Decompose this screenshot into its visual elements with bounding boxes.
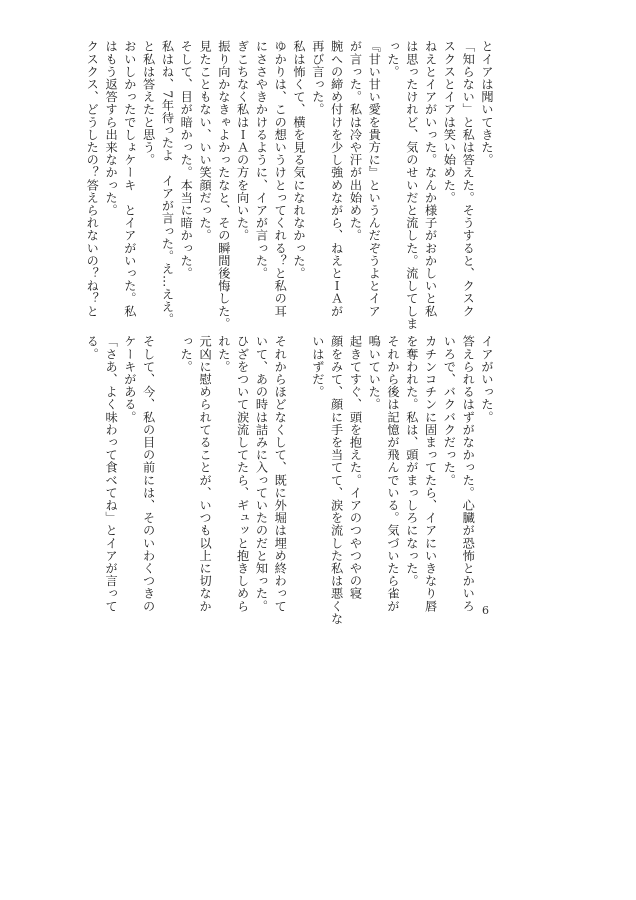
text-line: クスクス、どうしたの？答えられないの？ね？と [85,40,100,318]
text-block-bottom [82,335,496,625]
text-line: 元凶に慰められてることが、いつも以上に切なか [198,335,213,613]
text-line: ぎこちなく私はＩＡの方を向いた。 [235,40,250,242]
text-line: ゆかりは、この想いうけとってくれる？と私の耳 [273,40,288,318]
text-line: と私は答えたと思う。 [141,40,156,166]
text-line: そして、目が暗かった。本当に暗かった。 [179,40,194,280]
text-line: ひざをついて涙流してたら、ギュッと抱きしめら [235,335,250,613]
text-line: それから後は記憶が飛んでいる。気づいたら雀が [386,335,401,613]
text-line: ねえとイアがいった。なんか様子がおかしいと私 [423,40,438,318]
text-line: そして、今、私の目の前には、そのいわくつきの [141,335,156,613]
text-line: 「さあ、よく味わって食べてね」とイアが言って [104,335,119,613]
text-line: はもう返答すら出来なかった。 [104,40,119,217]
text-line: いはずだ。 [310,335,325,398]
text-line: 起きてすぐ、頭を抱えた。イアのつやつやの寝 [348,335,363,600]
text-line: スクスとイアは笑い始めた。 [442,40,457,204]
text-line: 見たこともない、いい笑顔だった。 [198,40,213,242]
text-line: 鳴いていた。 [367,335,382,411]
text-line: 顔をみて、顔に手を当てて、涙を流した私は悪くな [329,335,344,625]
page-number: 6 [482,604,489,617]
text-line: 再び言った。 [310,40,325,116]
text-line: 振り向かなきゃよかったなと、その瞬間後悔した。 [216,40,231,330]
text-line: 私はね、7年待ったよ イアが言った。え…ええ。 [160,40,175,326]
text-line: 『甘い甘い愛を貴方に』というんだぞうよとイア [367,40,382,318]
text-line: は思ったけれど、気のせいだと流した。流してしま [404,40,419,330]
text-line: ケーキがある。 [122,335,137,424]
text-line: った。 [179,335,194,373]
text-line: 答えられるはずがなかった。心臓が恐怖とかいろ [461,335,476,613]
text-line: 「知らない」と私は答えた。そうすると、クスク [461,40,476,318]
text-line: いろで、バクバクだった。 [442,335,457,487]
text-line: にささやきかけるように、イアが言った。 [254,40,269,280]
text-line: った。 [386,40,401,78]
text-line [289,335,308,620]
text-line: それからほどなくして、既に外堀は埋め終わって [273,335,288,613]
text-line: 腕への締め付けを少し強めながら、ねえとＩＡが [329,40,344,318]
text-line: おいしかったでしょケーキ とイアがいった。私 [122,40,137,318]
text-line: イアがいった。 [480,335,494,424]
text-line: る。 [85,335,100,361]
text-line: 私は怖くて、横を見る気になれなかった。 [292,40,307,280]
text-line: いて、あの時は詰みに入っていたのだと知った。 [254,335,269,613]
text-line: れた。 [216,335,231,373]
text-block-top [82,40,496,330]
text-line: が言った。私は冷や汗が出始めた。 [348,40,363,242]
text-line: を奪われた。私は、頭がまっしろになった。 [404,335,419,587]
text-line: とイアは聞いてきた。 [480,40,494,166]
text-line [158,335,177,620]
text-line: カチンコチンに固まってたら、イアにいきなり唇 [423,335,438,613]
